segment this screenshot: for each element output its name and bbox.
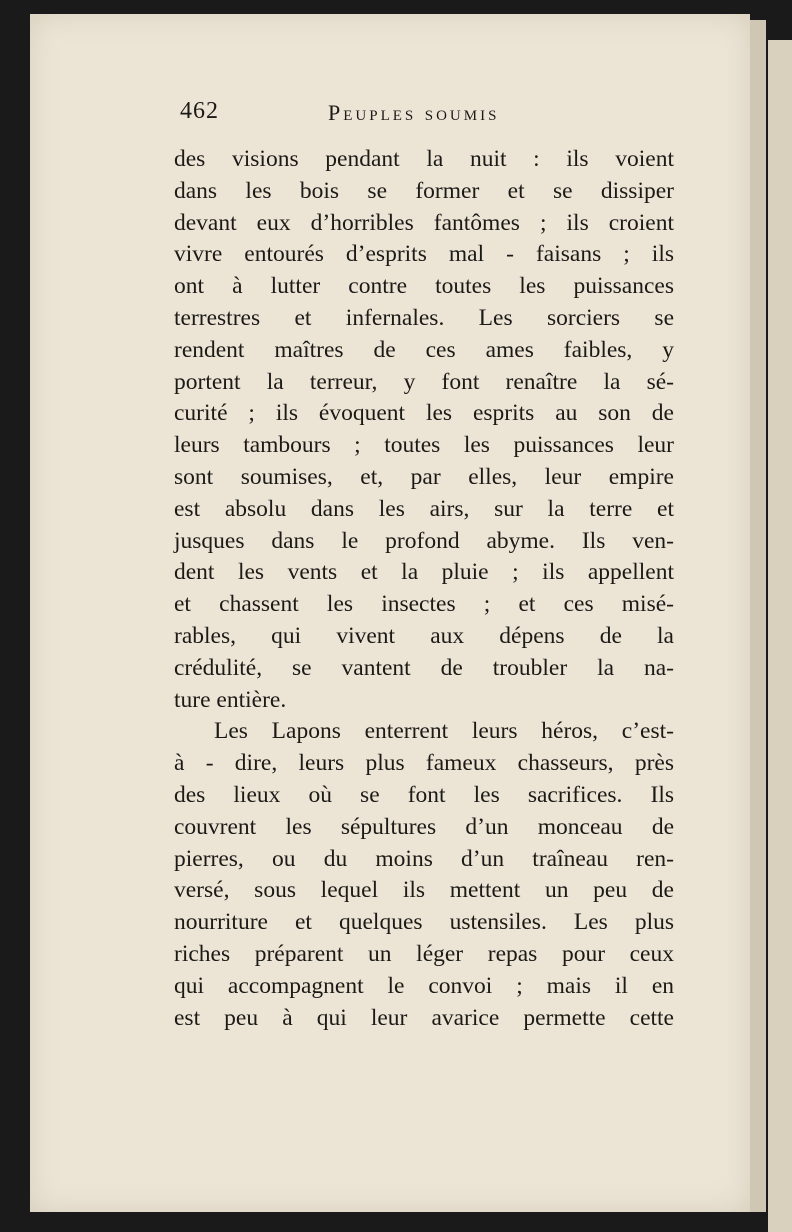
text-line: rendent maîtres de ces ames faibles, y bbox=[174, 336, 674, 363]
page-header bbox=[180, 98, 680, 132]
text-line: est peu à qui leur avarice permette cette bbox=[174, 1004, 674, 1031]
text-line: à - dire, leurs plus fameux chasseurs, près bbox=[174, 750, 674, 777]
text-line: jusques dans le profond abyme. Ils ven- bbox=[174, 527, 674, 554]
text-line: vivre entourés d’esprits mal - faisans ; ils bbox=[174, 241, 674, 268]
text-line: versé, sous lequel ils mettent un peu de bbox=[174, 877, 674, 904]
paragraph-first-line: Les Lapons enterrent leurs héros, c’est- bbox=[214, 718, 674, 745]
text-line: curité ; ils évoquent les esprits au son de bbox=[174, 400, 674, 427]
text-line: rables, qui vivent aux dépens de la bbox=[174, 622, 674, 649]
next-page-edge bbox=[768, 40, 792, 1232]
text-line: et chassent les insectes ; et ces misé- bbox=[174, 591, 674, 618]
running-head: Peuples soumis bbox=[328, 100, 500, 125]
page-edge bbox=[750, 20, 766, 1212]
text-line: riches préparent un léger repas pour ceux bbox=[174, 940, 674, 967]
text-line: terrestres et infernales. Les sorciers se bbox=[174, 304, 674, 331]
text-line: dans les bois se former et se dissiper bbox=[174, 177, 674, 204]
text-line: leurs tambours ; toutes les puissances leur bbox=[174, 432, 674, 459]
page-number: 462 bbox=[180, 98, 219, 124]
text-line: nourriture et quelques ustensiles. Les plus bbox=[174, 909, 674, 936]
text-line: dent les vents et la pluie ; ils appellent bbox=[174, 559, 674, 586]
text-line: ont à lutter contre toutes les puissances bbox=[174, 273, 674, 300]
text-line: qui accompagnent le convoi ; mais il en bbox=[174, 972, 674, 999]
text-line: portent la terreur, y font renaître la sé- bbox=[174, 368, 674, 395]
body-text bbox=[174, 144, 674, 1034]
text-line: des lieux où se font les sacrifices. Ils bbox=[174, 781, 674, 808]
text-line: des visions pendant la nuit : ils voient bbox=[174, 146, 674, 172]
text-line: couvrent les sépultures d’un monceau de bbox=[174, 813, 674, 840]
text-line: ture entière. bbox=[174, 686, 287, 713]
text-line: devant eux d’horribles fantômes ; ils croient bbox=[174, 209, 674, 236]
text-line: sont soumises, et, par elles, leur empire bbox=[174, 463, 674, 490]
text-line: crédulité, se vantent de troubler la na- bbox=[174, 654, 674, 681]
text-line: est absolu dans les airs, sur la terre et bbox=[174, 495, 674, 522]
text-line: pierres, ou du moins d’un traîneau ren- bbox=[174, 845, 674, 872]
